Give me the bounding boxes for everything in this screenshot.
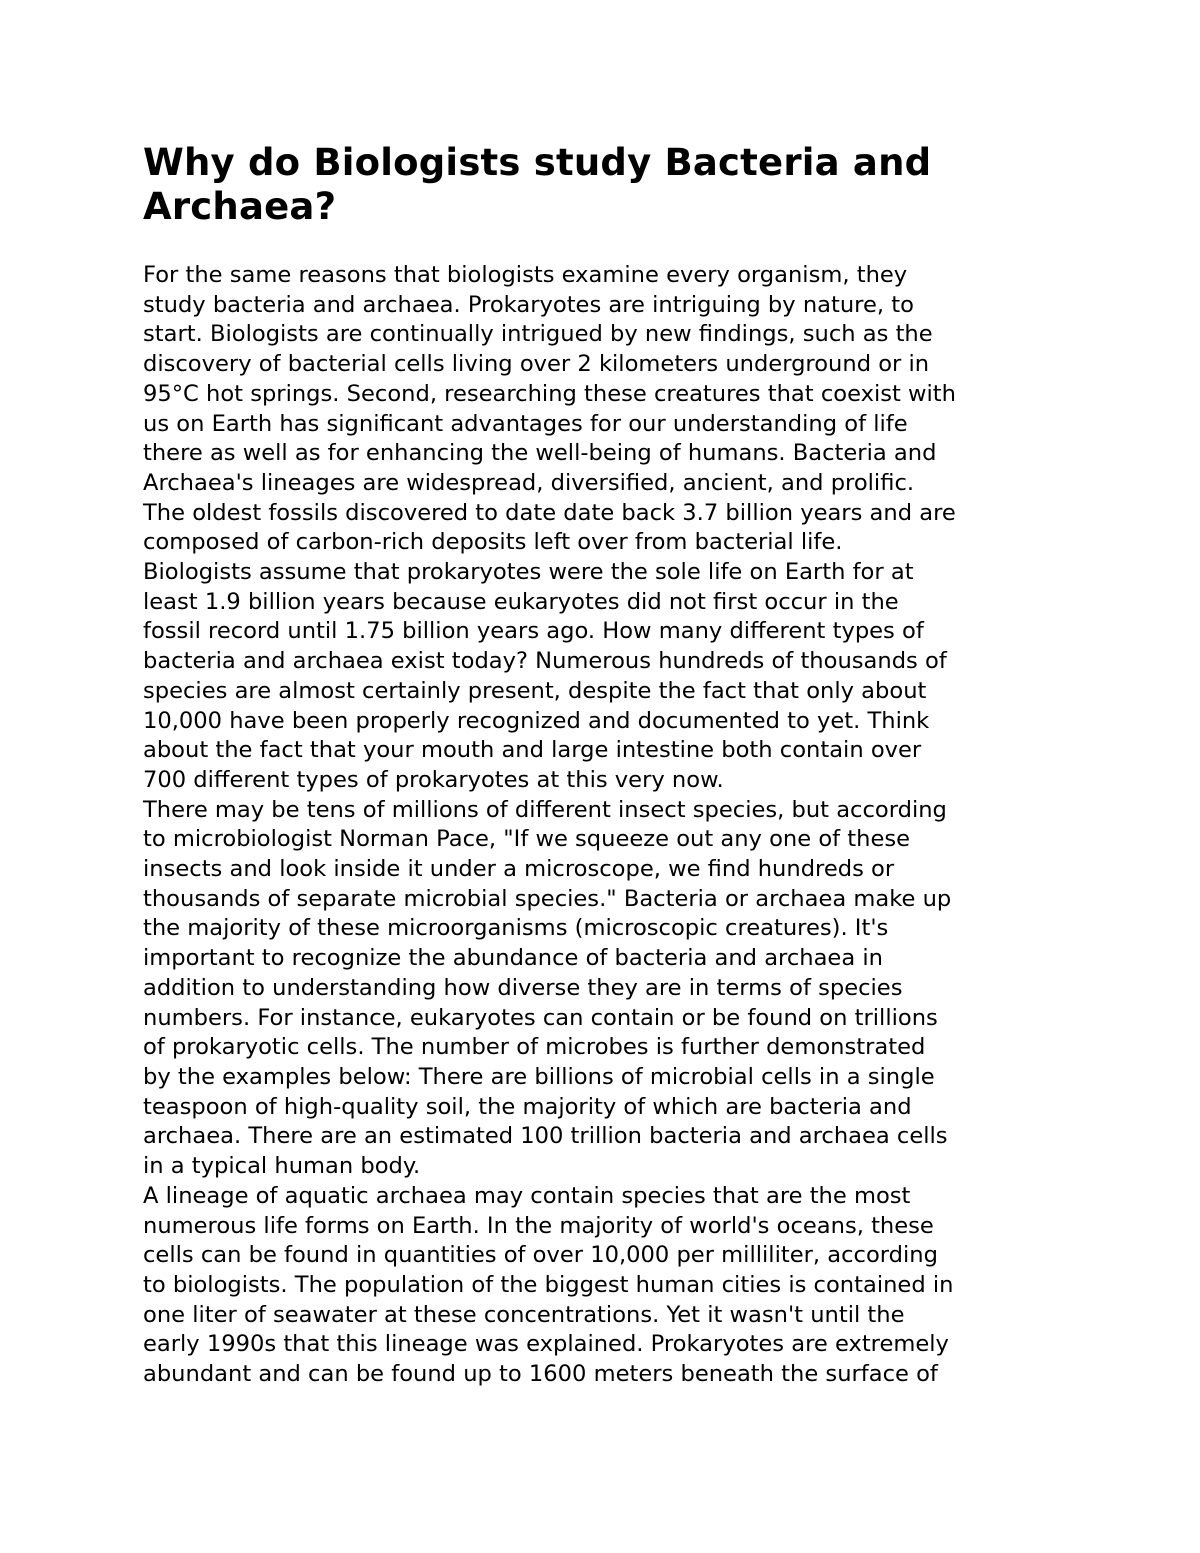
paragraph-intro: For the same reasons that biologists examine every organism, they study bacteria and archaea. Prokaryotes are intriguing by nature, to start. Biologists are continually intrigued by new findings, such as the discovery of bacterial cells living over 2 kilometers underground or in 95°C hot springs. Second, researching these creatures that coexist with us on Earth has significant advantages for our understanding of life there as well as for enhancing the well-being of humans. Bacteria and Archaea's lineages are widespread, diversified, ancient, and prolific. The oldest fossils discovered to date date back 3.7 billion years and are composed of carbon-rich deposits left over from bacterial life. Biologists assume that prokaryotes were the sole life on Earth for at least 1.9 billion years because eukaryotes did not first occur in the fossil record until 1.75 billion years ago. How many different types of bacteria and archaea exist today? Numerous hundreds of thousands of species are almost certainly present, despite the fact that only about 10,000 have been properly recognized and documented to yet. Think about the fact that your mouth and large intestine both contain over 700 different types of prokaryotes at this very now. [143,262,956,793]
paragraph-aquatic-archaea: A lineage of aquatic archaea may contain species that are the most numerous life forms on Earth. In the majority of world's oceans, these cells can be found in quantities of over 10,000 per milliliter, according to biologists. The population of the biggest human cities is contained in one liter of seawater at these concentrations. Yet it wasn't until the early 1990s that this lineage was explained. Prokaryotes are extremely abundant and can be found up to 1600 meters beneath the surface of [143,1182,954,1388]
paragraph-insects: There may be tens of millions of different insect species, but according to microbiologist Norman Pace, "If we squeeze out any one of these insects and look inside it under a microscope, we find hundreds or thousands of separate microbial species." Bacteria or archaea make up the majority of these microorganisms (microscopic creatures). It's important to recognize the abundance of bacteria and archaea in addition to understanding how diverse they are in terms of species numbers. For instance, eukaryotes can contain or be found on trillions of prokaryotic cells. The number of microbes is further demonstrated by the examples below: There are billions of microbial cells in a single teaspoon of high-quality soil, the majority of which are bacteria and archaea. There are an estimated 100 trillion bacteria and archaea cells in a typical human body. [143,796,952,1180]
document-body [143,141,1073,1390]
document-title: Why do Biologists study Bacteria and Archaea? [143,141,932,228]
